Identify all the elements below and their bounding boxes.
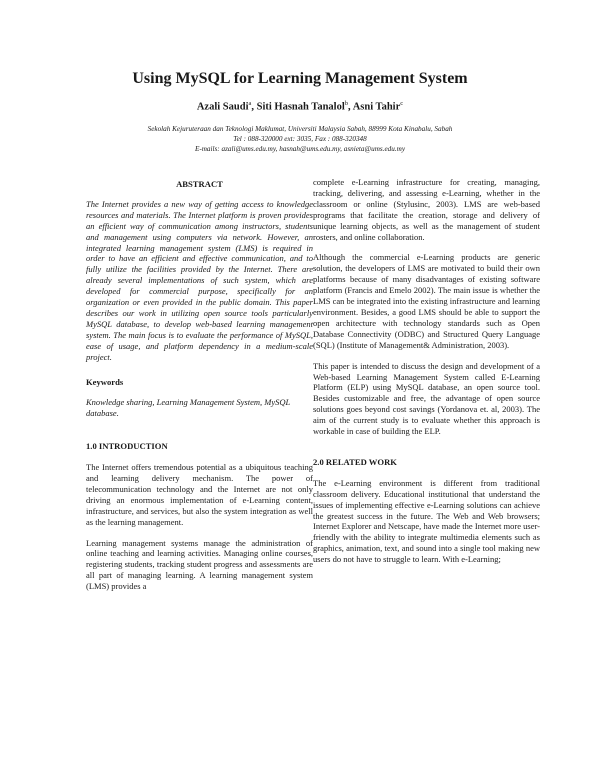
affiliation-line: E-mails: azali@ums.edu.my, hasnah@ums.edu.my, asnieta@ums.edu.my [194, 145, 406, 153]
affiliation-line: Tel : 088-320000 ext: 3035, Fax : 088-320348 [233, 135, 367, 143]
paragraph: This paper is intended to discuss the design and development of a Web-based Learning Management System called E-Learning Platform (ELP) using MySQL database, an open source tool. Besides customizable and free, the advantage of open source solutions goes beyond cost savings (Yordanova et. al, 2003). The aim of the current study is to evaluate whether this approach is workable in case of building the ELP. [313, 360, 540, 437]
introduction-heading: 1.0 INTRODUCTION [86, 441, 168, 452]
abstract-text: The Internet provides a new way of getting access to knowledge resources and materials. The Internet platform is proven provides an efficient way of communication among instructors, students and management using computers via network. However, an integrated learning management system (LMS) is required in order to have an efficient and effective communication, and to fully utilize the facilities provided by the Internet. There are already several implementations of such system, which are developed for commercial purpose, specifically for an organization or even provided in the public domain. This paper describes our work in utilizing open source tools particularly MySQL database, to develop web-based learning management system. The main focus is to evaluate the performance of MySQL, ease of usage, and platform dependency in a medium-scale project. [86, 198, 313, 362]
keywords-text: Knowledge sharing, Learning Management System, MySQL database. [86, 397, 291, 419]
paragraph: Although the commercial e-Learning products are generic solution, the developers of LMS are motivated to build their own platforms because of many disadvantages of existing software platform (Francis and Emelo 2002). The main issue is whether the LMS can be integrated into the existing infrastructure and learning environment. Besides, a good LMS should be able to support the open architecture with technology standards such as Open Database Connectivity (ODBC) and Structured Query Language (SQL) (Institute of Management& Administration, 2003). [313, 252, 540, 350]
left-column [86, 176, 313, 602]
author-name: Asni Tahir [352, 101, 401, 113]
author-superscript: a [248, 100, 252, 107]
author-superscript: b [344, 100, 349, 107]
author-list [0, 100, 600, 113]
related-work-heading: 2.0 RELATED WORK [313, 456, 397, 467]
paragraph: complete e-Learning infrastructure for creating, managing, tracking, delivering, and assessing e-Learning, whether in the classroom or online (Stylusinc, 2003). LMS are web-based programs that facilitate the creation, storage and delivery of unique learning objects, as well as the management of student rosters, and online collaboration. [313, 177, 540, 242]
paragraph: The Internet offers tremendous potential as a ubiquitous teaching and learning delivery mechanism. The power of telecommunication technology and the Internet are not only driving an enormous implementation of e-Learning content, infrastructure, and services, but also the system integration as well as the learning management. [86, 462, 313, 527]
right-column [313, 177, 540, 575]
paragraph: The e-Learning environment is different from traditional classroom delivery. Educational institutional that understand the issues of implementing effective e-Learning solutions can achieve the greatest success in the future. The Web and Web browsers; Internet Explorer and Netscape, have made the Internet more user-friendly with the ability to integrate multimedia elements such as graphics, animation, text, and sound into a single tool making new users do not have to struggle to learn. With e-Learning; [313, 477, 540, 565]
affiliation-block [0, 124, 600, 154]
abstract-heading: ABSTRACT [176, 179, 223, 189]
author-superscript: c [400, 100, 404, 107]
author-separator: , [251, 101, 257, 113]
author-name: Siti Hasnah Tanalol [256, 101, 345, 113]
keywords-heading: Keywords [86, 376, 124, 387]
affiliation-line: Sekolah Kejuruteraan dan Teknologi Maklumat, Universiti Malaysia Sabah, 88999 Kota Kinabalu, Sabah [147, 125, 453, 133]
paragraph: Learning management systems manage the administration of online teaching and learning activities. Managing online courses, registering students, tracking student progress and assessments are all part of managing learning. A learning management system (LMS) provides a [86, 537, 313, 592]
author-name: Azali Saudi [196, 101, 249, 113]
paper-title: Using MySQL for Learning Management System [132, 70, 468, 87]
author-separator: , [348, 101, 353, 113]
